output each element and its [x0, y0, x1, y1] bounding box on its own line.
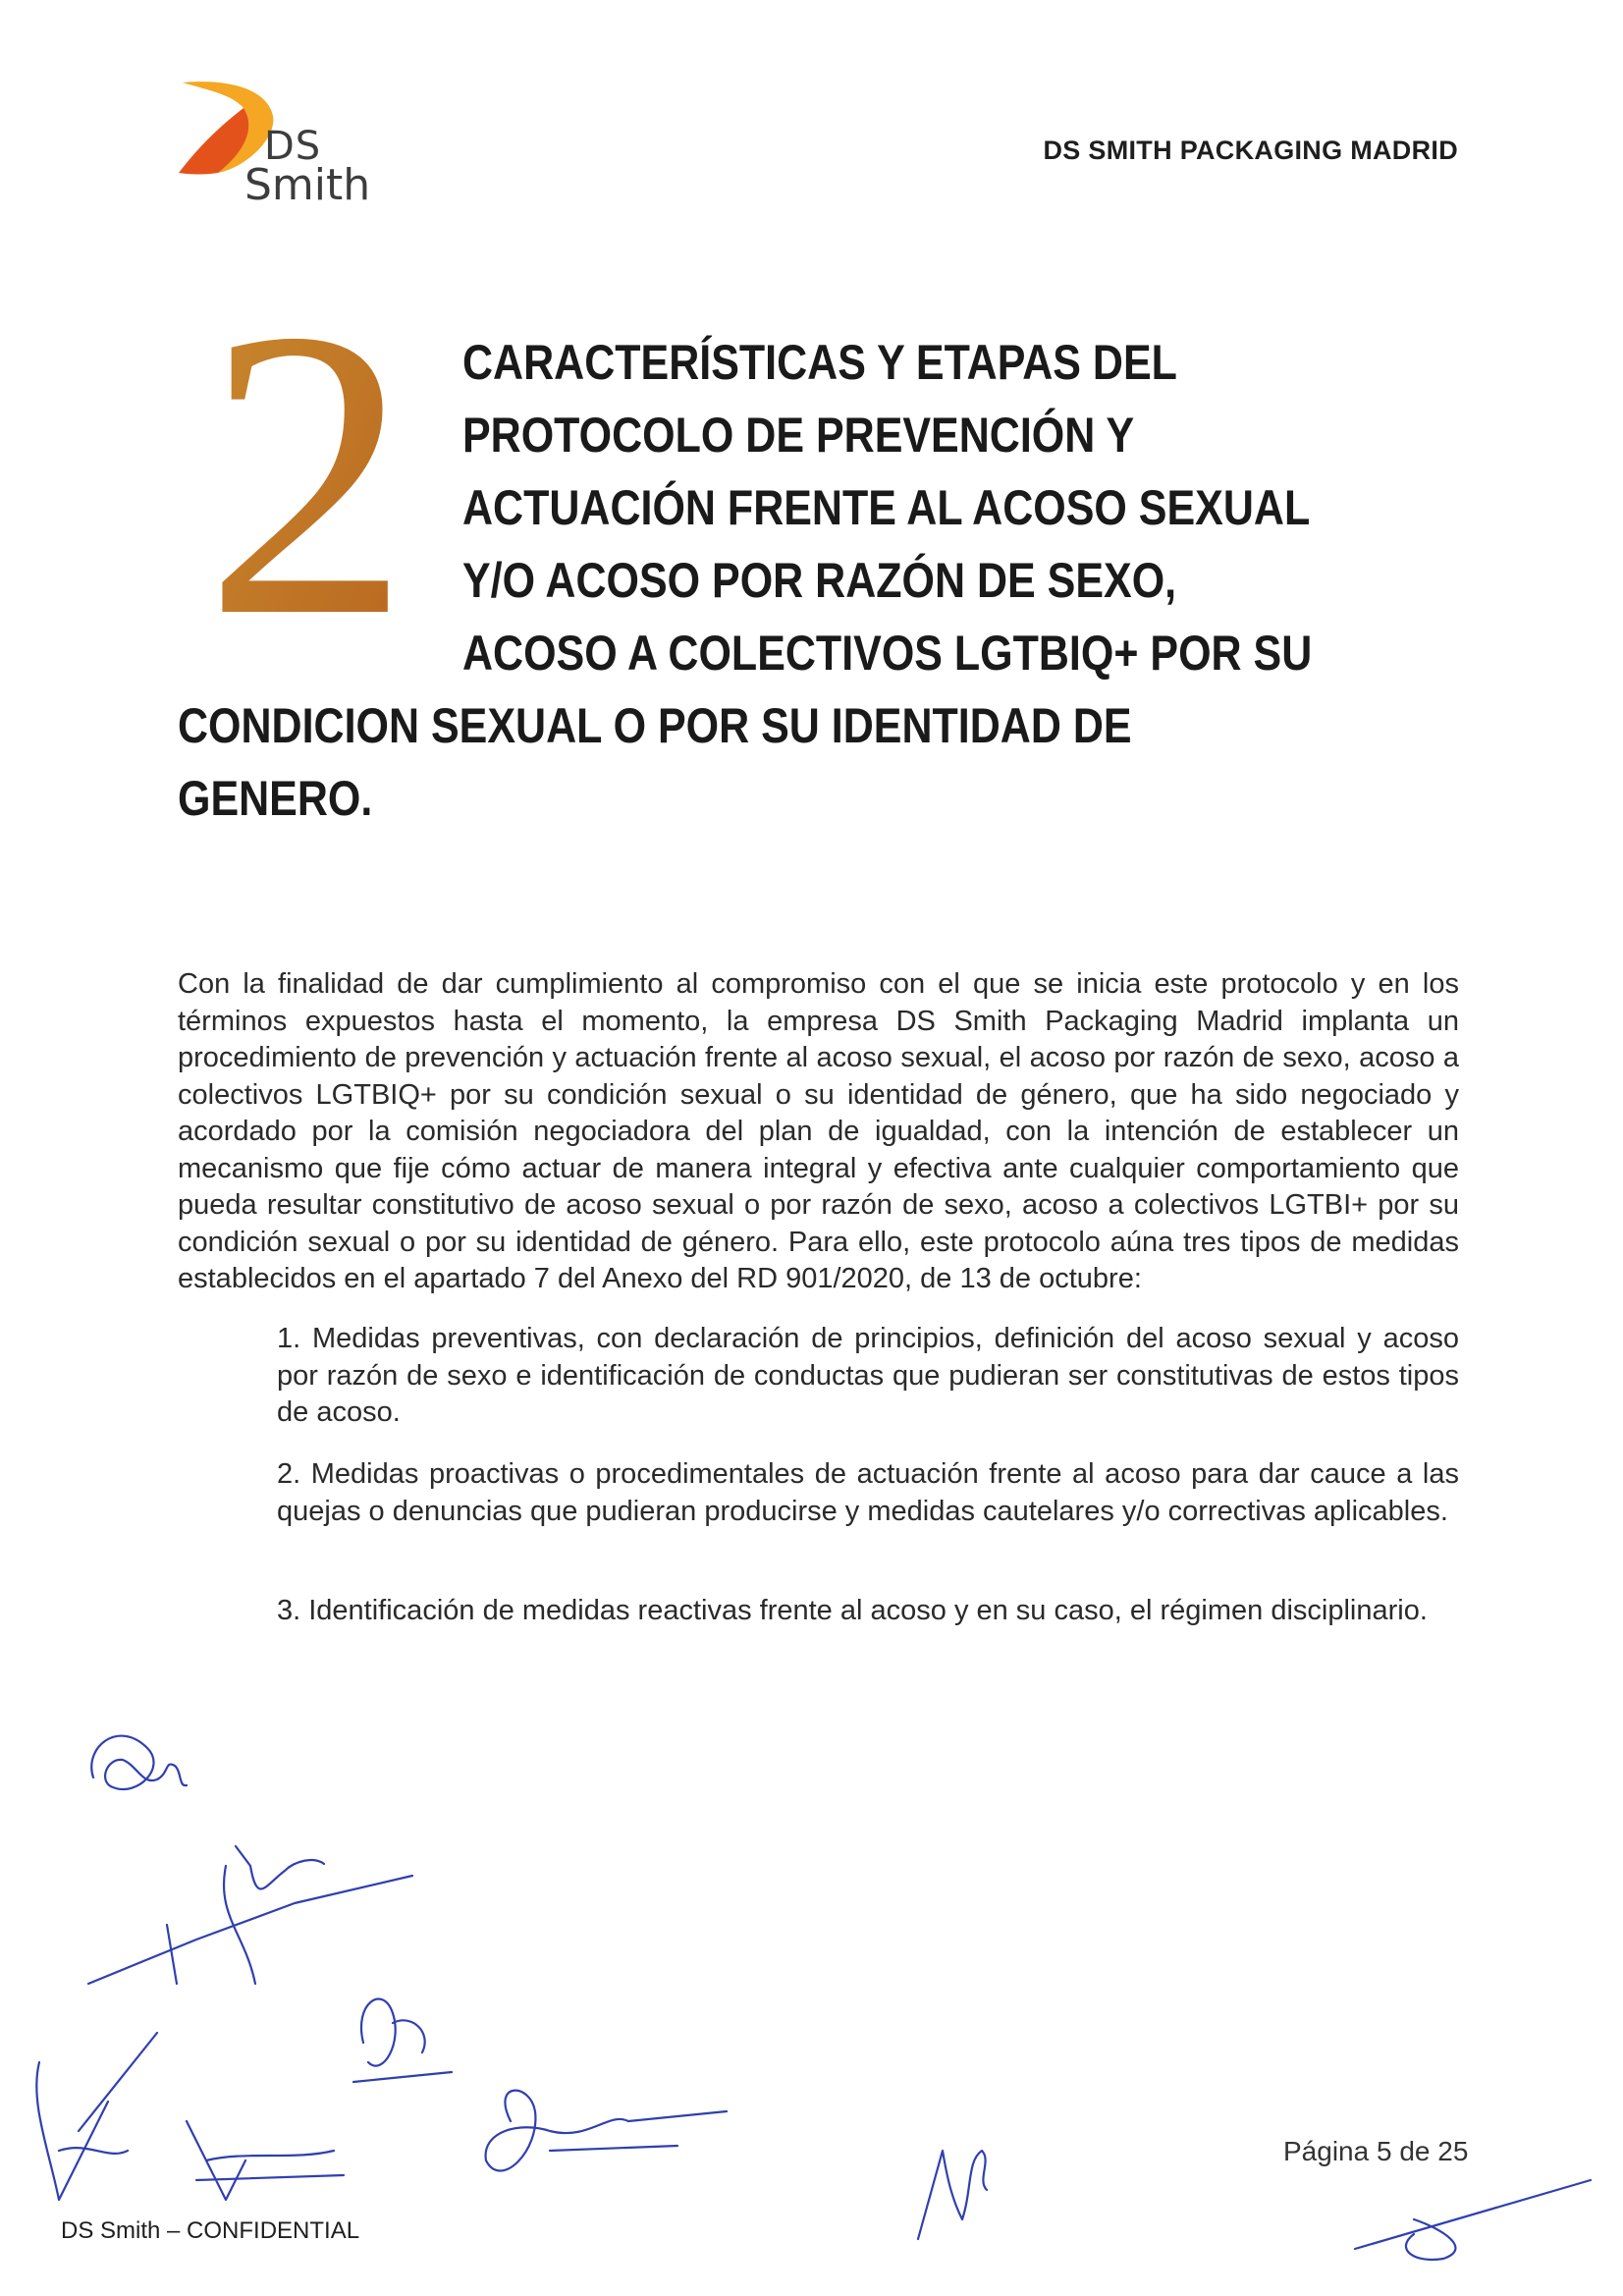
title-line-6: CONDICION SEXUAL O POR SU IDENTIDAD DE [178, 698, 1132, 753]
page-number: Página 5 de 25 [1283, 2136, 1469, 2166]
signature-7 [918, 2151, 987, 2239]
intro-paragraph: Con la finalidad de dar cumplimiento al compromiso con el que se inicia este protocolo y en los términos expuestos hasta el momento, la empresa DS Smith Packaging Madrid implanta un procedimiento de prevención y actuación frente al acoso sexual, el acoso por razón de sexo, acoso a colectivos LGTBIQ+ por su condición sexual o su identidad de género, que ha sido negociado y acordado por la comisión negociadora del plan de igualdad, con la intención de establecer un mecanismo que fije cómo actuar de manera integral y efectiva ante cualquier comportamiento que pueda resultar constitutivo de acoso sexual o por razón de sexo, acoso a colectivos LGTBI+ por su condición sexual o por su identidad de género. Para ello, este protocolo aúna tres tipos de medidas establecidos en el apartado 7 del Anexo del RD 901/2020, de 13 de octubre: [178, 968, 1459, 1294]
title-line-2: PROTOCOLO DE PREVENCIÓN Y [462, 408, 1135, 463]
signature-4 [36, 2033, 157, 2200]
title-line-3: ACTUACIÓN FRENTE AL ACOSO SEXUAL [462, 480, 1311, 535]
title-line-7: GENERO. [178, 771, 373, 826]
logo-text-ds: DS [264, 124, 322, 169]
section-number [194, 300, 420, 624]
signature-5 [187, 2121, 344, 2200]
title-line-5: ACOSO A COLECTIVOS LGTBIQ+ POR SU [462, 626, 1313, 681]
signature-8 [1355, 2180, 1591, 2260]
list-item-1: 1. Medidas preventivas, con declaración de principios, definición del acoso sexual y acoso por razón de sexo e identificación de conductas que pudieran ser constitutivas de estos tipos de acoso. [277, 1323, 1459, 1428]
company-name: DS SMITH PACKAGING MADRID [1043, 136, 1458, 165]
title-line-4: Y/O ACOSO POR RAZÓN DE SEXO, [462, 553, 1177, 608]
signature-1 [91, 1736, 187, 1789]
ds-smith-logo [179, 79, 375, 211]
list-item-3: 3. Identificación de medidas reactivas frente al acoso y en su caso, el régimen disciplinario. [277, 1595, 1428, 1626]
signature-3 [353, 1999, 452, 2082]
confidential-label: DS Smith – CONFIDENTIAL [61, 2217, 360, 2244]
section-title [462, 326, 1312, 689]
signature-2 [88, 1846, 412, 1984]
section-number-text: 2 [204, 300, 410, 624]
list-item-2: 2. Medidas proactivas o procedimentales de actuación frente al acoso para dar cauce a las quejas o denuncias que pudieran producirse y medidas cautelares y/o correctivas aplicables. [277, 1458, 1459, 1527]
logo-text-smith: Smith [244, 160, 371, 210]
signature-6 [486, 2091, 727, 2171]
signatures-area [0, 1689, 1623, 2278]
section-title-continued [178, 689, 1132, 835]
section-number-graphic [194, 300, 420, 624]
title-line-1: CARACTERÍSTICAS Y ETAPAS DEL [462, 335, 1177, 390]
